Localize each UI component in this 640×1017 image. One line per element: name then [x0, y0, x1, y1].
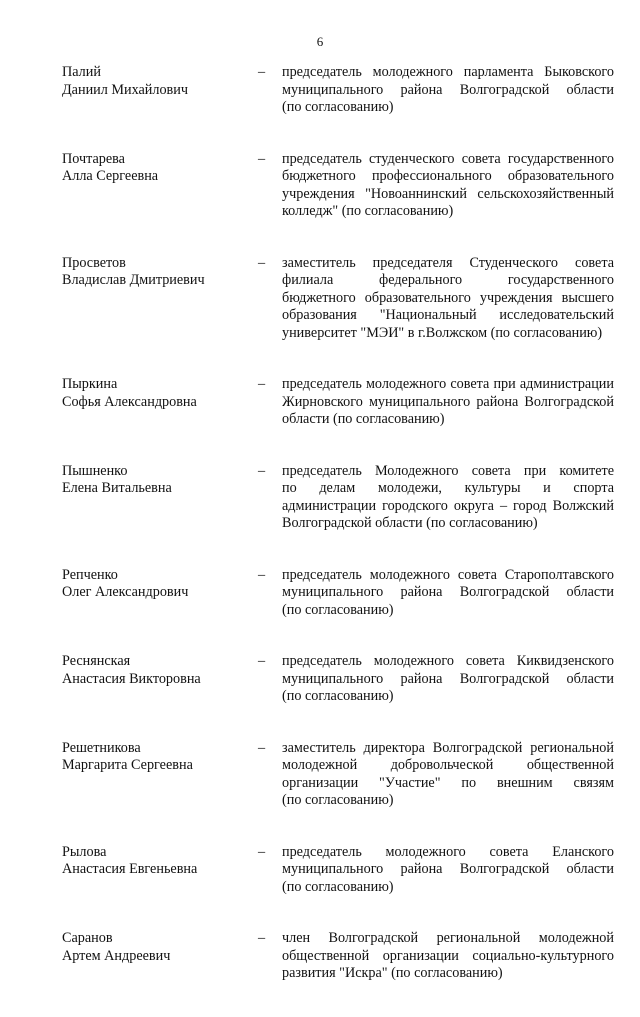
member-surname: Рылова — [62, 843, 107, 860]
member-position — [282, 64, 614, 117]
list-item — [62, 740, 614, 810]
member-list — [62, 64, 614, 1017]
member-position — [282, 376, 614, 429]
member-surname: Пышненко — [62, 462, 128, 479]
dash-separator: – — [258, 566, 266, 583]
position-line: председатель студенческого совета государственного — [282, 150, 614, 167]
position-line: председатель молодежного совета при администрации — [282, 376, 614, 392]
dash-separator: – — [258, 64, 266, 80]
member-name — [62, 151, 258, 186]
member-surname: Почтарева — [62, 150, 125, 167]
member-name — [62, 740, 258, 775]
position-line: муниципального района Волгоградской области — [282, 81, 614, 98]
member-surname: Реснянская — [62, 653, 131, 669]
list-item — [62, 151, 614, 221]
list-item — [62, 376, 614, 429]
position-line: заместитель председателя Студенческого совета — [282, 254, 614, 271]
position-line: области (по согласованию) — [282, 411, 445, 427]
member-position — [282, 151, 614, 221]
member-name — [62, 463, 258, 498]
member-position — [282, 463, 614, 533]
member-given-names: Алла Сергеевна — [62, 168, 159, 184]
member-given-names: Даниил Михайлович — [62, 81, 188, 98]
position-line: муниципального района Волгоградской области — [282, 861, 614, 877]
member-position — [282, 255, 614, 343]
member-surname: Решетникова — [62, 739, 141, 756]
position-line: (по согласованию) — [282, 99, 394, 115]
position-line: (по согласованию) — [282, 792, 394, 808]
member-surname: Просветов — [62, 254, 126, 271]
position-line: Волгоградской области (по согласованию) — [282, 515, 538, 531]
position-line: организации "Участие" по внешним связям — [282, 774, 614, 791]
position-line: по делам молодежи, культуры и спорта — [282, 480, 614, 496]
member-given-names: Софья Александровна — [62, 393, 197, 410]
member-given-names: Анастасия Евгеньевна — [62, 861, 198, 877]
position-line: председатель молодежного совета Киквидзенского — [282, 653, 614, 669]
dash-separator: – — [258, 462, 266, 479]
dash-separator: – — [258, 653, 266, 669]
member-name — [62, 930, 258, 965]
position-line: председатель молодежного совета Еланского — [282, 843, 614, 860]
member-name — [62, 653, 258, 688]
member-given-names: Елена Витальевна — [62, 480, 172, 496]
position-line: бюджетного профессионального образовательного — [282, 168, 614, 184]
list-item — [62, 255, 614, 343]
position-line: колледж" (по согласованию) — [282, 203, 454, 219]
position-line: (по согласованию) — [282, 688, 394, 704]
position-line: общественной организации социально-культурного — [282, 947, 614, 964]
position-line: заместитель директора Волгоградской региональной — [282, 739, 614, 756]
position-line: развития "Искра" (по согласованию) — [282, 965, 503, 981]
member-position — [282, 567, 614, 620]
member-position — [282, 844, 614, 897]
member-given-names: Артем Андреевич — [62, 947, 171, 964]
member-position — [282, 740, 614, 810]
position-line: председатель молодежного совета Старополтавского — [282, 566, 614, 583]
list-item — [62, 844, 614, 897]
member-surname: Палий — [62, 64, 101, 80]
position-line: (по согласованию) — [282, 601, 394, 618]
position-line: Жирновского муниципального района Волгоградской — [282, 393, 614, 410]
member-name — [62, 255, 258, 290]
position-line: бюджетного образовательного учреждения высшего — [282, 289, 614, 306]
dash-separator: – — [258, 739, 266, 756]
position-line: образования "Национальный исследовательский — [282, 307, 614, 323]
position-line: учреждения "Новоаннинский сельскохозяйственный — [282, 185, 614, 202]
position-line: муниципального района Волгоградской области — [282, 670, 614, 687]
dash-separator: – — [258, 376, 266, 392]
list-item — [62, 653, 614, 706]
dash-separator: – — [258, 150, 266, 167]
member-position — [282, 653, 614, 706]
member-given-names: Олег Александрович — [62, 584, 189, 600]
member-name — [62, 376, 258, 411]
member-name — [62, 844, 258, 879]
dash-separator: – — [258, 930, 266, 946]
member-given-names: Маргарита Сергеевна — [62, 757, 193, 773]
member-name — [62, 64, 258, 99]
member-given-names: Анастасия Викторовна — [62, 670, 201, 687]
list-item — [62, 463, 614, 533]
position-line: (по согласованию) — [282, 878, 394, 895]
member-given-names: Владислав Дмитриевич — [62, 272, 205, 288]
position-line: председатель молодежного парламента Быковского — [282, 64, 614, 80]
list-item — [62, 930, 614, 983]
member-surname: Репченко — [62, 566, 118, 583]
position-line: университет "МЭИ" в г.Волжском (по согласованию) — [282, 324, 603, 341]
member-surname: Пыркина — [62, 376, 118, 392]
member-position — [282, 930, 614, 983]
position-line: муниципального района Волгоградской области — [282, 584, 614, 600]
list-item — [62, 64, 614, 117]
position-line: администрации городского округа – город Волжский — [282, 497, 614, 514]
position-line: член Волгоградской региональной молодежной — [282, 930, 614, 946]
member-surname: Саранов — [62, 930, 113, 946]
position-line: филиала федерального государственного — [282, 272, 614, 288]
dash-separator: – — [258, 843, 266, 860]
position-line: молодежной добровольческой общественной — [282, 757, 614, 773]
member-name — [62, 567, 258, 602]
dash-separator: – — [258, 254, 266, 271]
position-line: председатель Молодежного совета при комитете — [282, 462, 614, 479]
list-item — [62, 567, 614, 620]
page-number: 6 — [316, 34, 324, 49]
